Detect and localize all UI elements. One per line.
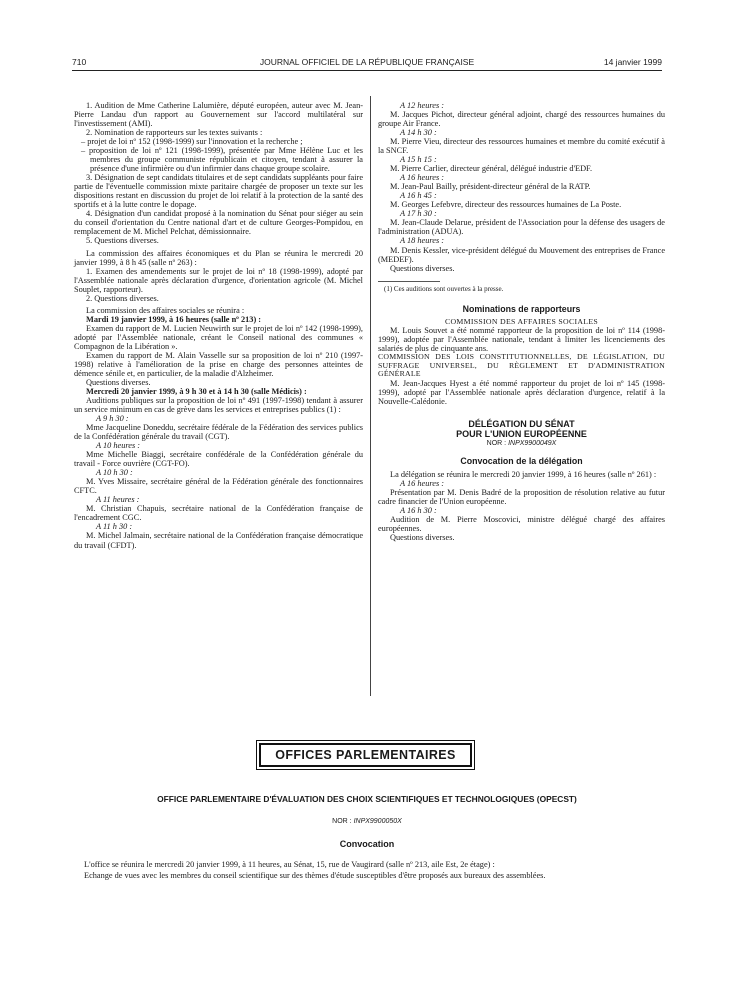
page-header bbox=[72, 57, 662, 71]
schedule-time: A 18 heures : bbox=[400, 236, 445, 246]
schedule-entry: M. Georges Lefebvre, directeur des ressources humaines de La Poste. bbox=[390, 200, 622, 210]
tuesday-heading: Mardi 19 janvier 1999, à 16 heures (salle nº 213) : bbox=[86, 314, 262, 324]
schedule-entry: Audition de M. Pierre Moscovici, ministre délégué chargé des affaires européennes. bbox=[378, 515, 665, 534]
column-divider bbox=[370, 96, 371, 696]
eco-commission-intro: La commission des affaires économiques et du Plan se réunira le mercredi 20 janvier 1999, à 8 h 45 (salle nº 263) : bbox=[74, 248, 363, 267]
nor-label: NOR : bbox=[332, 818, 352, 825]
header-rule bbox=[72, 70, 662, 71]
footnote-rule bbox=[378, 281, 440, 282]
schedule-time: A 10 h 30 : bbox=[96, 468, 133, 478]
agenda-item: Examen du rapport de M. Lucien Neuwirth sur le projet de loi nº 142 (1998-1999), adopté par l'Assemblée nationale, créant le Conseil national des communes « Compagnon de la Libération ». bbox=[74, 323, 363, 351]
schedule-entry: Mme Michelle Biaggi, secrétaire confédérale de la Confédération générale du travail - Force ouvrière (CGT-FO). bbox=[74, 450, 363, 469]
schedule-time: A 16 h 45 : bbox=[400, 191, 437, 201]
agenda-item: Questions diverses. bbox=[86, 377, 151, 387]
agenda-item: 5. Questions diverses. bbox=[86, 236, 159, 246]
opecst-paragraph: Echange de vues avec les membres du conseil scientifique sur des thèmes d'étude susceptibles d'être proposés aux bureaux des assemblées. bbox=[84, 871, 546, 881]
nor-reference bbox=[378, 440, 665, 448]
right-column bbox=[378, 101, 665, 542]
hearings-intro: Auditions publiques sur la proposition de loi nº 491 (1997-1998) tendant à assurer un service minimum en cas de grève dans les services et entreprises publics (1) : bbox=[74, 396, 363, 415]
offices-title: OFFICES PARLEMENTAIRES bbox=[259, 743, 472, 767]
rapporteur-item: – projet de loi nº 152 (1998-1999) sur l'innovation et la recherche ; bbox=[81, 137, 303, 147]
agenda-item: 1. Examen des amendements sur le projet de loi nº 18 (1998-1999), adopté par l'Assemblée nationale après déclaration d'urgence, d'orientation agricole (M. Michel Souplet, rapporteur). bbox=[74, 266, 363, 294]
convocation-heading: Convocation de la délégation bbox=[460, 456, 583, 467]
footnote: (1) Ces auditions sont ouvertes à la presse. bbox=[384, 284, 504, 293]
rapporteur-item: – proposition de loi nº 121 (1998-1999), présentée par Mme Hélène Luc et les membres du groupe communiste républicain et citoyen, tendant à assurer la présence d'une infirmière ou d'un infirmier dans chaque groupe scolaire. bbox=[81, 146, 363, 174]
schedule-entry: M. Christian Chapuis, secrétaire national de la Confédération française de l'encadrement CGC. bbox=[74, 504, 363, 523]
schedule-entry: M. Jean-Paul Bailly, président-directeur général de la RATP. bbox=[390, 182, 591, 192]
schedule-time: A 15 h 15 : bbox=[400, 155, 437, 165]
schedule-time: A 11 heures : bbox=[96, 495, 140, 505]
commission-name: COMMISSION DES LOIS CONSTITUTIONNELLES, DE LÉGISLATION, DU SUFFRAGE UNIVERSEL, DU RÈGLEMENT ET D'ADMINISTRATION GÉNÉRALE bbox=[378, 352, 665, 379]
nomination-entry: M. Jean-Jacques Hyest a été nommé rapporteur du projet de loi nº 145 (1998-1999), adopté par l'Assemblée nationale après déclaration d'urgence, relatif à la Nouvelle-Calédonie. bbox=[378, 378, 665, 406]
schedule-entry: M. Yves Missaire, secrétaire général de la Fédération générale des fonctionnaires CFTC. bbox=[74, 477, 363, 496]
nor-label: NOR : bbox=[486, 439, 507, 447]
opecst-title: OFFICE PARLEMENTAIRE D'ÉVALUATION DES CHOIX SCIENTIFIQUES ET TECHNOLOGIQUES (OPECST) bbox=[157, 794, 577, 804]
schedule-time: A 17 h 30 : bbox=[400, 209, 437, 219]
offices-title-frame bbox=[256, 740, 475, 770]
agenda-item: 3. Désignation de sept candidats titulaires et de sept candidats suppléants pour faire partie de l'éventuelle commission mixte paritaire chargée de proposer un texte sur les dispositions restant en discussion du projet de loi relatif à la protection de la santé des sportifs et à la lutte contre le dopage. bbox=[74, 173, 363, 210]
nor-code: INPX9900049X bbox=[508, 439, 557, 447]
nominations-heading: Nominations de rapporteurs bbox=[462, 304, 581, 315]
agenda-item: 2. Questions diverses. bbox=[86, 293, 159, 303]
nor-reference bbox=[72, 818, 662, 825]
offices-section-box bbox=[0, 740, 731, 770]
schedule-time: A 14 h 30 : bbox=[400, 128, 437, 138]
opecst-convocation-heading: Convocation bbox=[339, 839, 395, 849]
schedule-entry: Mme Jacqueline Doneddu, secrétaire fédérale de la Fédération des services publics de la Confédération générale du travail (CGT). bbox=[74, 423, 363, 442]
agenda-item: 4. Désignation d'un candidat proposé à la nomination du Sénat pour siéger au sein du conseil d'orientation du Centre national d'art et de culture Georges-Pompidou, en remplacement de M. Michel Pelchat, démissionnaire. bbox=[74, 209, 363, 237]
questions-diverses: Questions diverses. bbox=[390, 533, 455, 543]
wednesday-heading: Mercredi 20 janvier 1999, à 9 h 30 et à 14 h 30 (salle Médicis) : bbox=[86, 386, 307, 396]
schedule-entry: Présentation par M. Denis Badré de la proposition de résolution relative au futur cadre financier de l'Union européenne. bbox=[378, 487, 665, 506]
schedule-time: A 11 h 30 : bbox=[96, 522, 133, 532]
nomination-entry: M. Louis Souvet a été nommé rapporteur de la proposition de loi nº 114 (1998-1999), adoptée par l'Assemblée nationale, tendant à limiter les licenciements des salariés de plus de cinquante ans. bbox=[378, 326, 665, 354]
schedule-entry: M. Denis Kessler, vice-président délégué du Mouvement des entreprises de France (MEDEF). bbox=[378, 245, 665, 264]
schedule-time: A 16 heures : bbox=[400, 478, 445, 488]
schedule-entry: M. Jacques Pichot, directeur général adjoint, chargé des ressources humaines du groupe Air France. bbox=[378, 110, 665, 129]
delegation-title-line: DÉLÉGATION DU SÉNAT bbox=[468, 418, 575, 429]
delegation-heading bbox=[378, 420, 665, 440]
agenda-item: 1. Audition de Mme Catherine Lalumière, député européen, auteur avec M. Jean-Pierre Landau d'un rapport au Gouvernement sur l'accord multilatéral sur l'investissement (AMI). bbox=[74, 101, 363, 129]
social-commission-intro: La commission des affaires sociales se réunira : bbox=[86, 305, 245, 315]
schedule-time: A 12 heures : bbox=[400, 101, 445, 110]
schedule-entry: M. Jean-Claude Delarue, président de l'Association pour la défense des usagers de l'administration (ADUA). bbox=[378, 218, 665, 237]
schedule-time: A 10 heures : bbox=[96, 441, 141, 451]
convocation-intro: La délégation se réunira le mercredi 20 janvier 1999, à 16 heures (salle nº 261) : bbox=[390, 469, 657, 479]
agenda-item: 2. Nomination de rapporteurs sur les textes suivants : bbox=[86, 128, 263, 138]
commission-name: COMMISSION DES AFFAIRES SOCIALES bbox=[444, 316, 599, 326]
schedule-time: A 16 h 30 : bbox=[400, 506, 437, 516]
opecst-body bbox=[72, 860, 662, 883]
left-column bbox=[74, 101, 363, 550]
delegation-title-line: POUR L'UNION EUROPÉENNE bbox=[456, 428, 587, 439]
agenda-item: Examen du rapport de M. Alain Vasselle sur sa proposition de loi nº 210 (1997-1998) relative à l'amélioration de la prise en charge des personnes atteintes de démence sénile et, en particulier, de la maladie d'Alzheimer. bbox=[74, 350, 363, 378]
opecst-paragraph: L'office se réunira le mercredi 20 janvier 1999, à 11 heures, au Sénat, 15, rue de Vaugirard (salle nº 213, aile Est, 2e étage) : bbox=[84, 860, 495, 869]
journal-title: JOURNAL OFFICIEL DE LA RÉPUBLIQUE FRANÇAISE bbox=[259, 57, 475, 67]
questions-diverses: Questions diverses. bbox=[390, 263, 455, 273]
nor-code: INPX9900050X bbox=[353, 818, 402, 825]
schedule-entry: M. Pierre Carlier, directeur général, délégué industrie d'EDF. bbox=[390, 164, 593, 174]
schedule-entry: M. Michel Jalmain, secrétaire national de la Confédération française démocratique du travail (CFDT). bbox=[74, 531, 363, 550]
page-number: 710 bbox=[72, 57, 87, 67]
schedule-time: A 16 heures : bbox=[400, 173, 445, 183]
issue-date: 14 janvier 1999 bbox=[603, 57, 662, 67]
schedule-time: A 9 h 30 : bbox=[96, 414, 129, 424]
schedule-entry: M. Pierre Vieu, directeur des ressources humaines et membre du comité exécutif à la SNCF. bbox=[378, 137, 665, 156]
